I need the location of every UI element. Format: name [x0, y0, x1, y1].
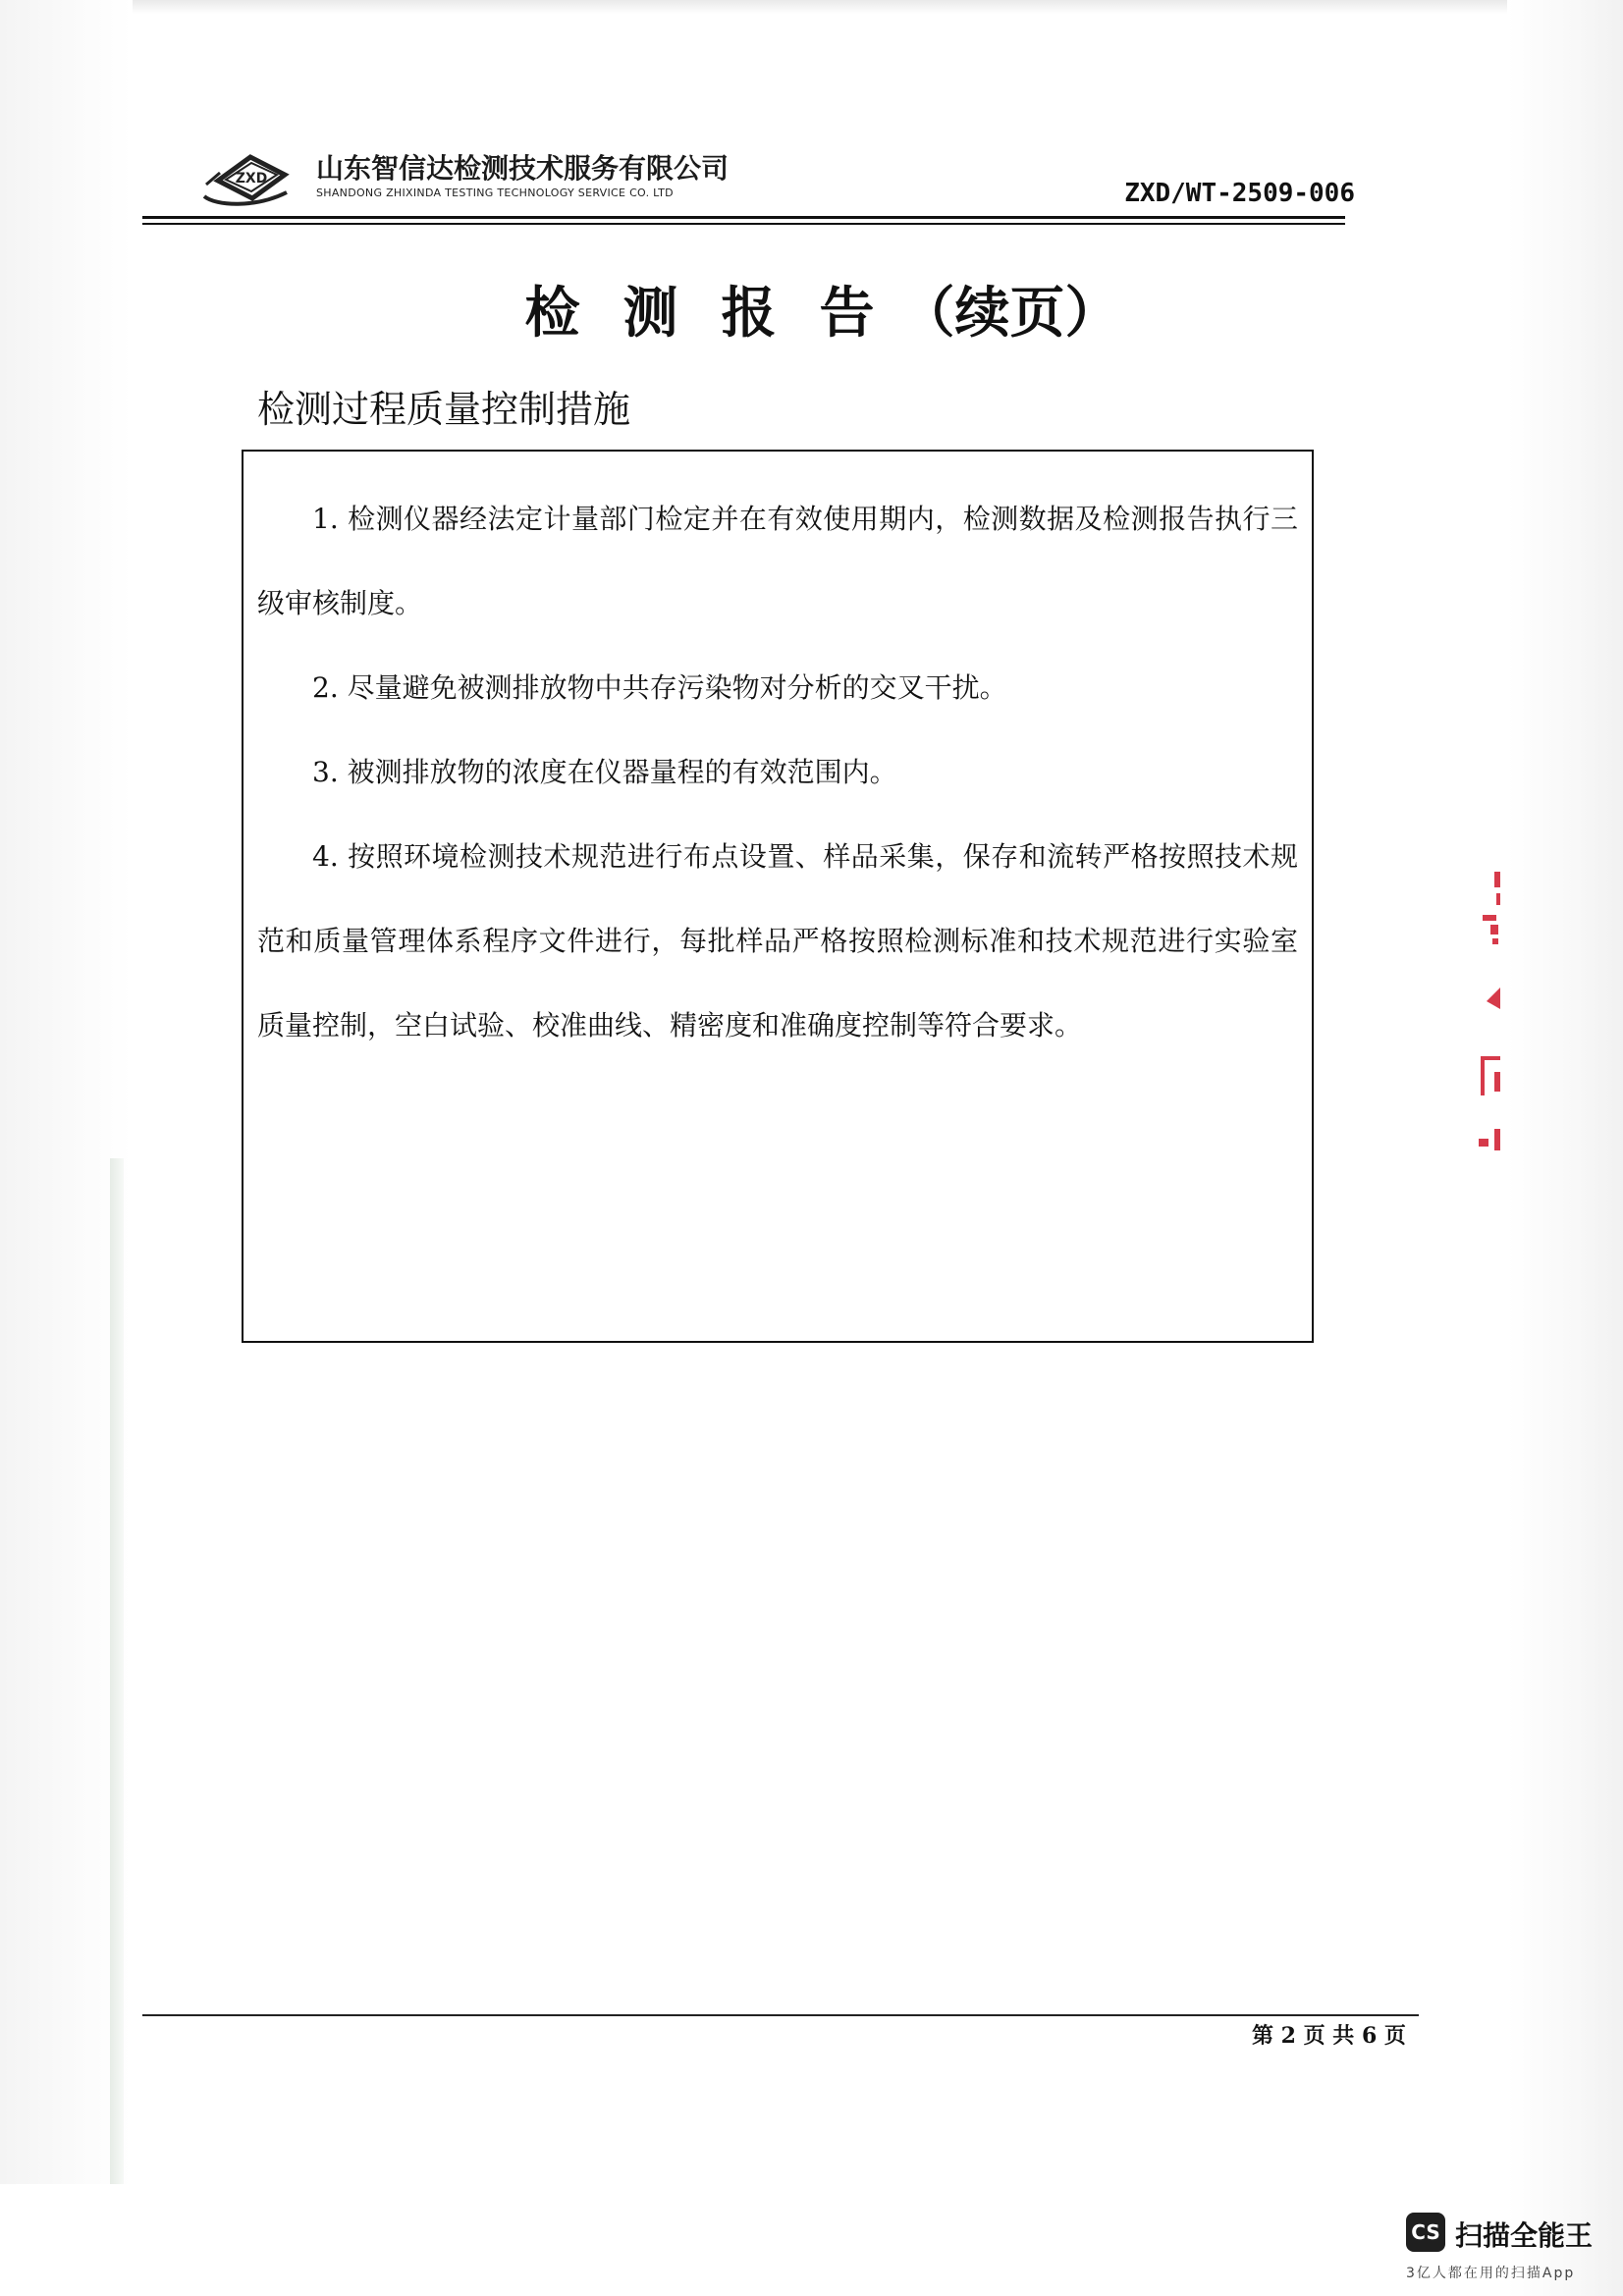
- seal-stamp-fragment-icon: [1473, 864, 1506, 1168]
- quality-control-item: 3. 被测排放物的浓度在仪器量程的有效范围内。: [312, 756, 897, 788]
- section-heading: 检测过程质量控制措施: [257, 388, 631, 431]
- company-name-cn: 山东智信达检测技术服务有限公司: [316, 152, 730, 185]
- title-char: 告: [819, 282, 875, 346]
- title-char: 测: [622, 282, 678, 346]
- report-header: [196, 137, 1355, 216]
- title-suffix: （续页）: [899, 282, 1120, 346]
- title-char: 检: [524, 282, 580, 346]
- quality-control-list: [257, 477, 1298, 1068]
- company-logo-icon: [196, 145, 304, 212]
- quality-control-item: 1. 检测仪器经法定计量部门检定并在有效使用期内，检测数据及检测报告执行三级审核制度。: [257, 503, 1298, 619]
- quality-control-item: 4. 按照环境检测技术规范进行布点设置、样品采集，保存和流转严格按照技术规范和质量管理体系程序文件进行，每批样品严格按照检测标准和技术规范进行实验室质量控制，空白试验、校准曲线、精密度和准确度控制等符合要求。: [257, 840, 1298, 1041]
- title-char: 报: [721, 282, 777, 346]
- logo-text: ZXD: [235, 171, 268, 187]
- quality-control-box: [242, 450, 1314, 1343]
- header-rule: [142, 216, 1345, 219]
- scanner-app-tagline: 3亿人都在用的扫描App: [1406, 2266, 1576, 2281]
- footer-rule: [142, 2014, 1419, 2016]
- camscanner-logo-icon: CS: [1406, 2213, 1445, 2252]
- scan-shadow-top: [0, 0, 1623, 14]
- scan-shadow-left-edge: [110, 1158, 124, 2184]
- report-code: ZXD/WT-2509-006: [1124, 179, 1355, 208]
- company-name-en: SHANDONG ZHIXINDA TESTING TECHNOLOGY SERVICE CO. LTD: [316, 187, 674, 199]
- page-title: [0, 270, 1623, 348]
- header-rule-secondary: [142, 223, 1345, 225]
- page-number: 第 2 页 共 6 页: [1252, 2023, 1406, 2049]
- quality-control-item: 2. 尽量避免被测排放物中共存污染物对分析的交叉干扰。: [312, 671, 1007, 704]
- scanner-app-name: 扫描全能王: [1455, 2219, 1594, 2252]
